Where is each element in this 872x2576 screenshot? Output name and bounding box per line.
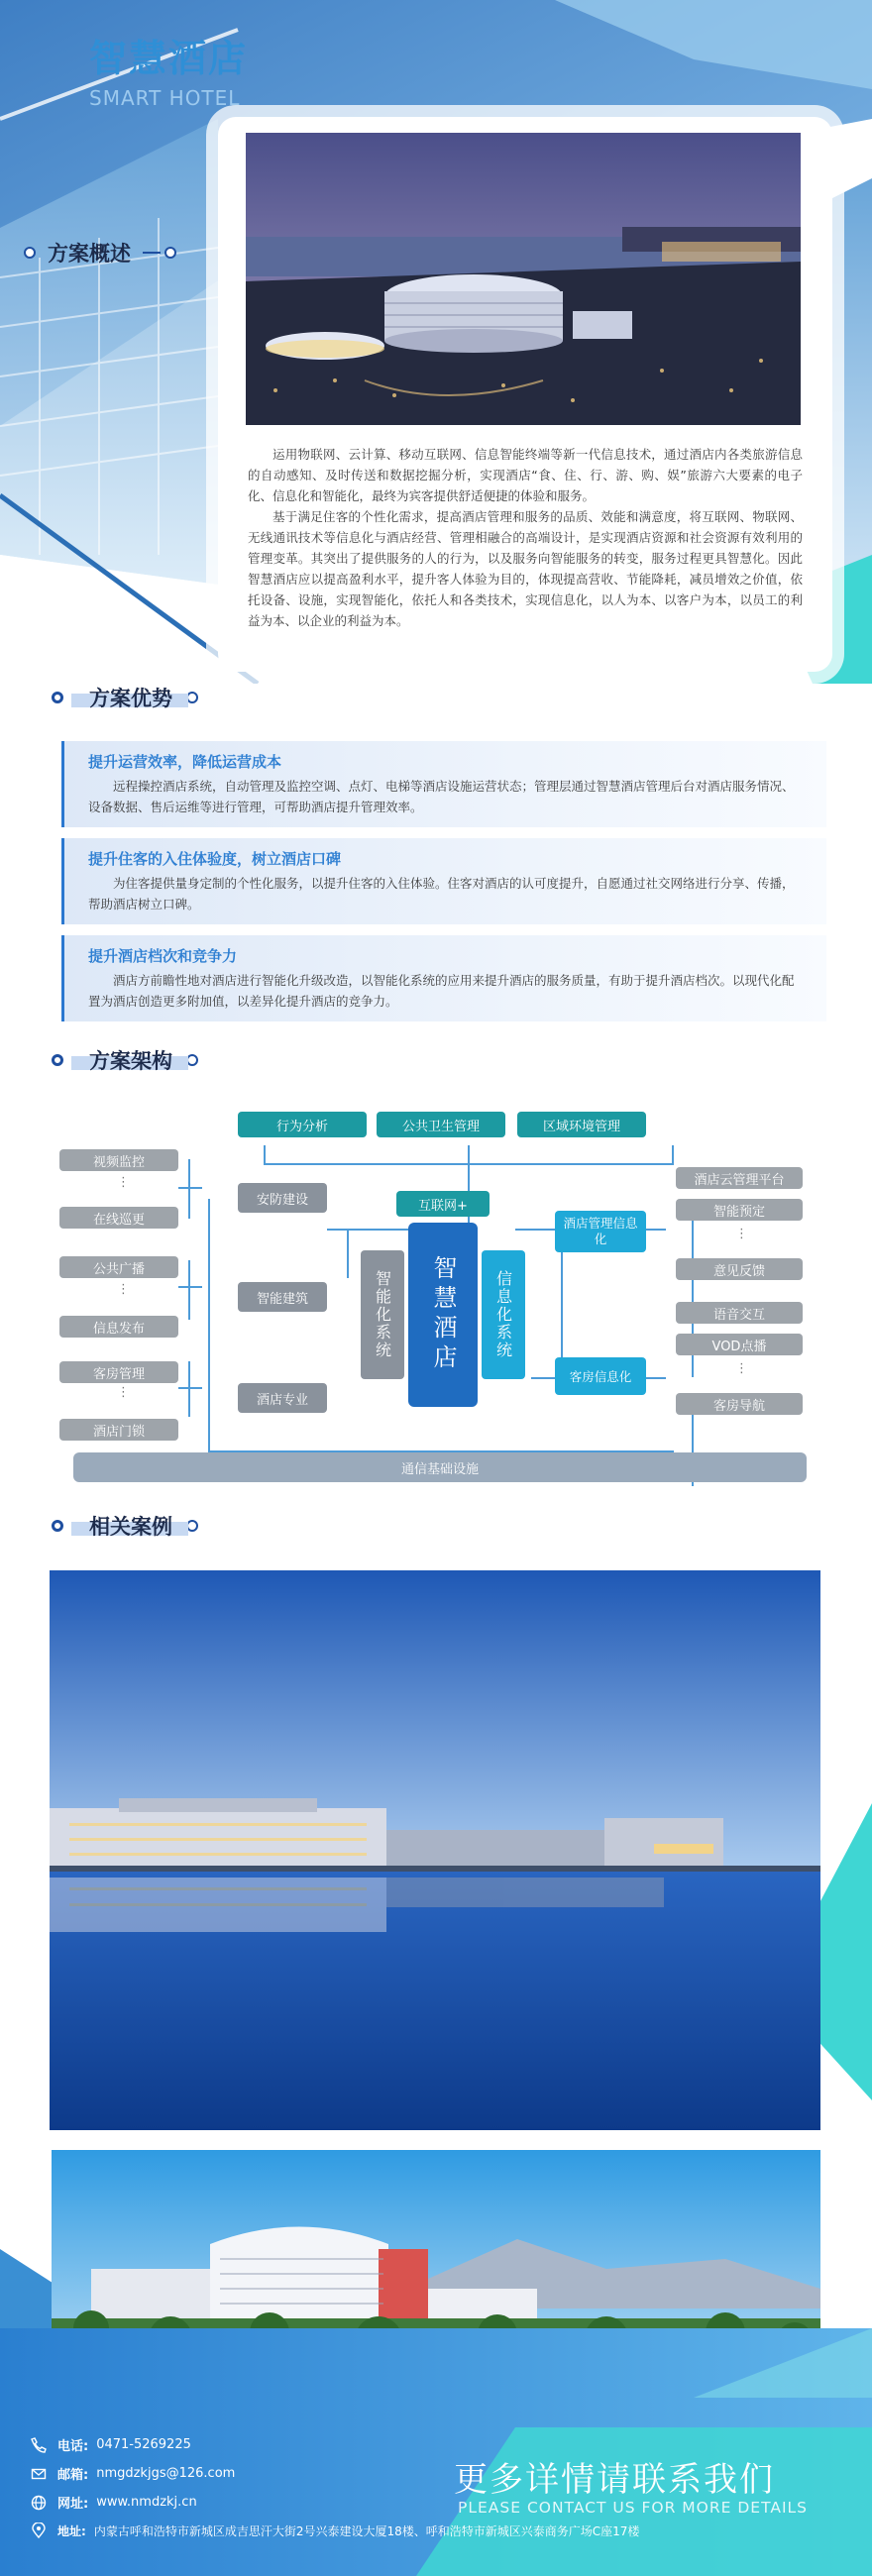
divider	[143, 252, 161, 254]
overview-heading-text: 方案概述	[48, 242, 131, 266]
architecture-heading-text: 方案架构	[89, 1049, 172, 1073]
ellipsis-icon: ⋮	[117, 1175, 130, 1190]
contact-website-value[interactable]: www.nmdzkj.cn	[96, 2495, 197, 2510]
advantage-body: 为住客提供量身定制的个性化服务，以提升住客的入住体验。住客对酒店的认可度提升，自愿通过社交网络进行分享、传播，帮助酒店树立口碑。	[88, 876, 795, 912]
connector-line	[646, 1377, 666, 1379]
contact-label: 网址:	[57, 2497, 89, 2512]
location-icon	[30, 2522, 48, 2539]
hotel-night-illustration	[246, 133, 801, 425]
contact-label: 地址:	[57, 2523, 86, 2538]
advantage-card	[61, 741, 826, 827]
connector-line	[347, 1229, 349, 1278]
contact-us-subtitle: PLEASE CONTACT US FOR MORE DETAILS	[458, 2499, 808, 2517]
overview-paragraph: 运用物联网、云计算、移动互联网、信息智能终端等新一代信息技术，通过酒店内各类旅游信息的自动感知、及时传送和数据挖掘分析，实现酒店“食、住、行、游、购、娱”旅游六大要素的电子化、信息化和智能化，最终为宾客提供舒适便捷的体验和服务。	[248, 447, 803, 503]
contact-label: 邮箱:	[57, 2468, 89, 2483]
arch-node-base-infrastructure: 通信基础设施	[73, 1452, 807, 1482]
advantage-body: 远程操控酒店系统，自动管理及监控空调、点灯、电梯等酒店设施运营状态；管理层通过智慧酒店管理后台对酒店服务情况、设备数据、售后运维等进行管理，可帮助酒店提升管理效率。	[88, 779, 795, 814]
arch-node-security: 安防建设	[238, 1183, 327, 1213]
contact-label: 电话:	[57, 2439, 89, 2454]
connector-line	[188, 1159, 190, 1219]
connector-line	[646, 1229, 666, 1231]
ellipsis-icon: ⋮	[117, 1282, 130, 1297]
ring-icon	[24, 247, 36, 259]
arch-leaf: 酒店门锁	[59, 1419, 178, 1441]
waterfront-hotel-illustration	[50, 1570, 820, 2130]
phone-icon	[30, 2436, 48, 2454]
brand-block	[89, 28, 248, 110]
arch-leaf: 客房导航	[676, 1393, 803, 1415]
advantage-card	[61, 838, 826, 924]
arch-node-room-info: 客房信息化	[555, 1357, 646, 1395]
arch-leaf: 公共广播	[59, 1256, 178, 1278]
architecture-diagram	[59, 1100, 822, 1496]
ring-icon	[52, 1054, 63, 1066]
contact-address	[30, 2522, 639, 2539]
ellipsis-icon: ⋮	[117, 1385, 130, 1400]
connector-line	[178, 1286, 202, 1288]
hotel-night-photo	[246, 133, 801, 425]
architecture-heading	[52, 1049, 198, 1073]
ellipsis-icon: ⋮	[735, 1361, 748, 1376]
arch-leaf: 酒店云管理平台	[676, 1167, 803, 1189]
arch-node-left-system: 智能化系统	[361, 1250, 404, 1379]
cases-heading-text: 相关案例	[89, 1515, 172, 1539]
connector-line	[188, 1260, 190, 1320]
arch-leaf: 意见反馈	[676, 1258, 803, 1280]
arch-leaf: 视频监控	[59, 1149, 178, 1171]
connector-line	[672, 1145, 674, 1163]
connector-line	[178, 1187, 202, 1189]
advantage-title: 提升住客的入住体验度，树立酒店口碑	[88, 850, 342, 868]
connector-line	[468, 1145, 470, 1163]
connector-line	[178, 1387, 202, 1389]
connector-line	[208, 1199, 210, 1452]
contact-email-value[interactable]: nmgdzkjgs@126.com	[96, 2466, 236, 2481]
arch-node-hotel-mgmt-info: 酒店管理信息化	[555, 1211, 646, 1252]
globe-icon	[30, 2494, 48, 2512]
hero-section	[0, 0, 872, 684]
connector-line	[188, 1361, 190, 1417]
arch-node-hotel-pro: 酒店专业	[238, 1383, 327, 1413]
arch-leaf: 在线巡更	[59, 1207, 178, 1229]
brand-title: 智慧酒店	[89, 37, 249, 80]
arch-node-internet-plus: 互联网+	[396, 1191, 490, 1217]
ring-icon	[52, 1520, 63, 1532]
contact-address-value: 内蒙古呼和浩特市新城区成吉思汗大街2号兴泰建设大厦18楼、呼和浩特市新城区兴泰商务广场C座17楼	[93, 2523, 640, 2538]
arch-node-behavior-analysis: 行为分析	[238, 1112, 367, 1137]
arch-leaf: 智能预定	[676, 1199, 803, 1221]
ring-icon	[52, 692, 63, 703]
overview-paragraph: 基于满足住客的个性化需求，提高酒店管理和服务的品质、效能和满意度，将互联网、物联网、无线通讯技术等信息化与酒店经营、管理相融合的高端设计，是实现酒店资源和社会资源有效利用的管理变革。其突出了提供服务的人的行为，以及服务向智能服务的转变，服务过程更具智慧化。因此智慧酒店应以提高盈利水平，提升客人体验为目的，体现提高营收、节能降耗，减员增效之价值，依托设备、设施，实现智能化，依托人和各类技术，实现信息化，以人为本、以客户为本，以员工的利益为本、以企业的利益为本。	[248, 509, 803, 628]
contact-phone	[30, 2435, 191, 2454]
overview-card	[218, 117, 832, 672]
arch-leaf: VOD点播	[676, 1334, 803, 1355]
arch-node-smart-building: 智能建筑	[238, 1282, 327, 1312]
advantage-title: 提升运营效率，降低运营成本	[88, 753, 282, 771]
arch-leaf: 信息发布	[59, 1316, 178, 1338]
connector-line	[264, 1145, 266, 1163]
contact-phone-value: 0471-5269225	[96, 2437, 191, 2452]
overview-text	[248, 444, 803, 631]
contact-us-title: 更多详情请联系我们	[454, 2460, 775, 2500]
arch-node-right-system: 信息化系统	[482, 1250, 525, 1379]
brand-subtitle: SMART HOTEL	[89, 86, 241, 110]
advantage-title: 提升酒店档次和竞争力	[88, 947, 238, 965]
arch-node-public-health: 公共卫生管理	[377, 1112, 505, 1137]
arch-node-environment: 区域环境管理	[517, 1112, 646, 1137]
contact-website	[30, 2493, 197, 2512]
cases-heading	[52, 1515, 198, 1539]
arch-leaf: 语音交互	[676, 1302, 803, 1324]
advantage-body: 酒店方前瞻性地对酒店进行智能化升级改造，以智能化系统的应用来提升酒店的服务质量，有助于提升酒店档次。以现代化配置为酒店创造更多附加值，以差异化提升酒店的竞争力。	[88, 973, 795, 1009]
mail-icon	[30, 2465, 48, 2483]
contact-email	[30, 2464, 235, 2483]
advantage-card	[61, 935, 826, 1021]
advantages-heading	[52, 687, 198, 710]
arch-node-core: 智慧酒店	[408, 1223, 478, 1407]
advantages-heading-text: 方案优势	[89, 687, 172, 710]
arch-leaf: 客房管理	[59, 1361, 178, 1383]
case-photo-waterfront	[50, 1570, 820, 2130]
overview-heading	[24, 238, 176, 268]
ring-icon	[164, 247, 176, 259]
ellipsis-icon: ⋮	[735, 1227, 748, 1241]
